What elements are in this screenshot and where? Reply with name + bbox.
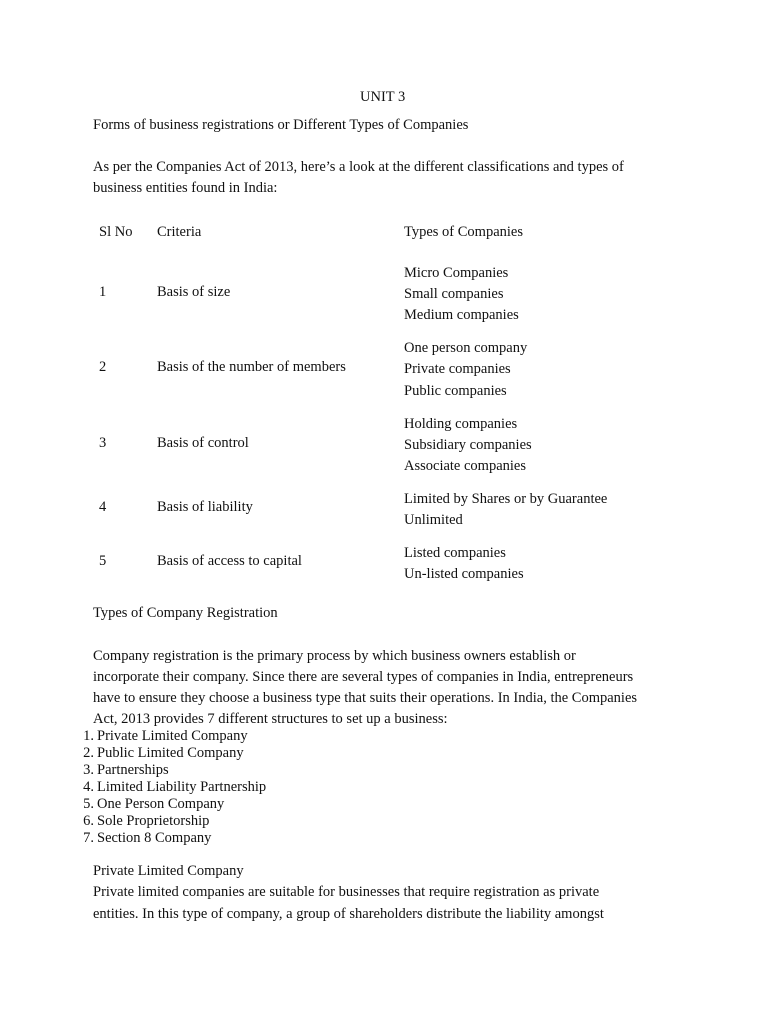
table-cell-type: Small companies xyxy=(404,286,504,302)
list-item-text: Public Limited Company xyxy=(97,745,244,761)
list-item xyxy=(70,727,248,745)
list-item-text: One Person Company xyxy=(97,796,225,812)
table-cell-no: 2 xyxy=(99,359,107,375)
table-cell-criteria: Basis of liability xyxy=(157,499,253,515)
table-cell-no: 5 xyxy=(99,553,107,569)
table-cell-type: Micro Companies xyxy=(404,265,509,281)
section-heading-registration: Types of Company Registration xyxy=(93,605,278,621)
table-cell-type: One person company xyxy=(404,340,528,356)
list-item xyxy=(70,761,169,779)
table-cell-criteria: Basis of size xyxy=(157,284,231,300)
list-item-number: 6. xyxy=(83,813,94,829)
table-cell-no: 1 xyxy=(99,284,107,300)
list-item xyxy=(70,778,266,796)
list-item-text: Partnerships xyxy=(97,762,169,778)
list-item-number: 5. xyxy=(83,796,94,812)
list-item xyxy=(70,812,209,830)
list-item-number: 1. xyxy=(83,728,94,744)
intro-line-2: business entities found in India: xyxy=(93,180,278,196)
list-item-text: Limited Liability Partnership xyxy=(97,779,267,795)
table-cell-type: Unlimited xyxy=(404,512,463,528)
table-cell-no: 3 xyxy=(99,435,107,451)
private-ltd-para-line: Private limited companies are suitable for businesses that require registration as private xyxy=(93,884,600,900)
table-cell-type: Public companies xyxy=(404,383,507,399)
table-cell-criteria: Basis of access to capital xyxy=(157,553,302,569)
table-cell-type: Associate companies xyxy=(404,458,527,474)
table-cell-type: Un-listed companies xyxy=(404,566,524,582)
table-cell-criteria: Basis of control xyxy=(157,435,249,451)
list-item-number: 3. xyxy=(83,762,94,778)
unit-title: UNIT 3 xyxy=(360,89,406,105)
list-item-number: 2. xyxy=(83,745,94,761)
registration-para-line: Act, 2013 provides 7 different structures to set up a business: xyxy=(93,711,448,727)
table-cell-no: 4 xyxy=(99,499,107,515)
table-cell-type: Listed companies xyxy=(404,545,506,561)
intro-line-1: As per the Companies Act of 2013, here’s a look at the different classifications and types of xyxy=(93,159,624,175)
list-item-number: 4. xyxy=(83,779,94,795)
table-cell-criteria: Basis of the number of members xyxy=(157,359,346,375)
table-header-types: Types of Companies xyxy=(404,224,523,240)
registration-para-line: Company registration is the primary process by which business owners establish or xyxy=(93,648,576,664)
table-cell-type: Medium companies xyxy=(404,307,519,323)
list-item-number: 7. xyxy=(83,830,94,846)
registration-para-line: incorporate their company. Since there are several types of companies in India, entrepreneurs xyxy=(93,669,634,685)
section-heading-private-ltd: Private Limited Company xyxy=(93,863,244,879)
table-cell-type: Limited by Shares or by Guarantee xyxy=(404,491,608,507)
registration-para-line: have to ensure they choose a business type that suits their operations. In India, the Companies xyxy=(93,690,638,706)
page-subtitle: Forms of business registrations or Different Types of Companies xyxy=(93,117,469,133)
private-ltd-para-line: entities. In this type of company, a group of shareholders distribute the liability amongst xyxy=(93,906,604,922)
list-item xyxy=(70,744,244,762)
list-item xyxy=(70,829,211,847)
table-cell-type: Holding companies xyxy=(404,416,518,432)
list-item-text: Sole Proprietorship xyxy=(97,813,210,829)
list-item-text: Section 8 Company xyxy=(97,830,212,846)
table-cell-type: Subsidiary companies xyxy=(404,437,532,453)
table-header-criteria: Criteria xyxy=(157,224,202,240)
list-item xyxy=(70,795,224,813)
table-cell-type: Private companies xyxy=(404,361,511,377)
table-header-slno: Sl No xyxy=(99,224,133,240)
list-item-text: Private Limited Company xyxy=(97,728,248,744)
